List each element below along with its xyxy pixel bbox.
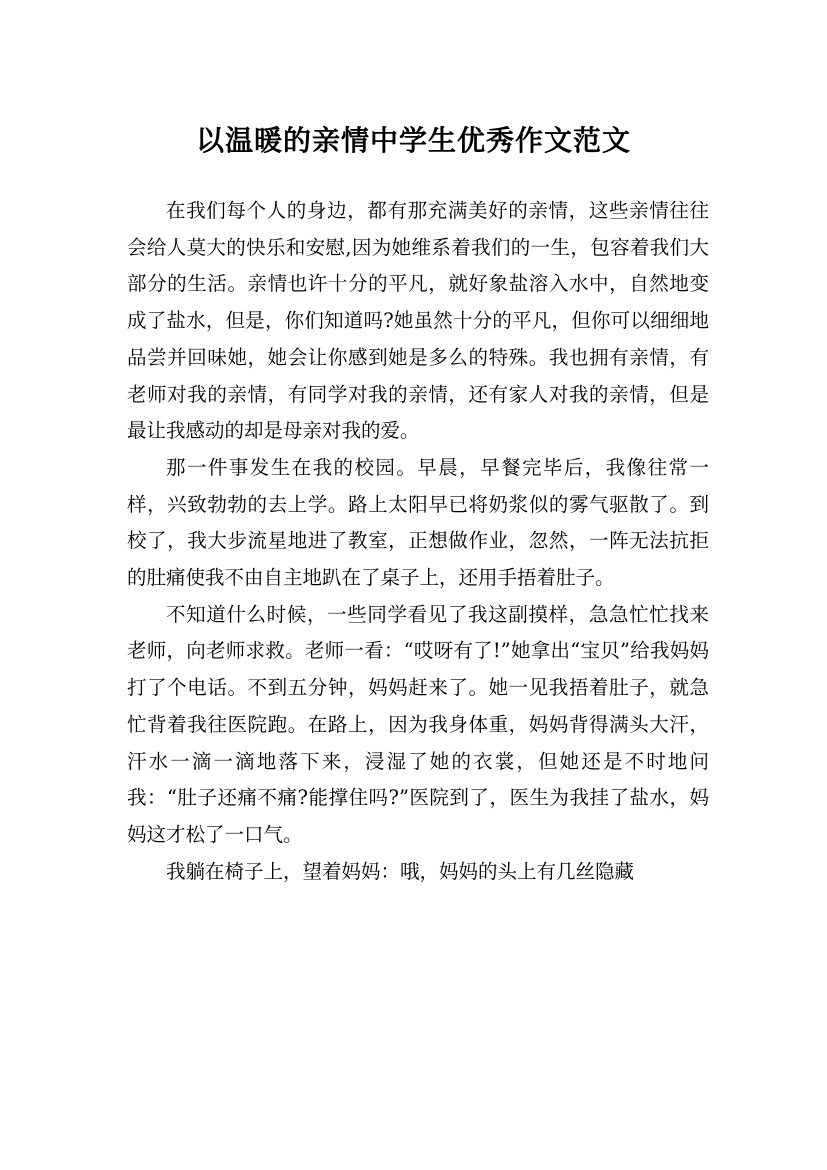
paragraph: 我躺在椅子上，望着妈妈：哦，妈妈的头上有几丝隐藏 xyxy=(166,859,635,883)
document-body xyxy=(127,193,709,890)
document-title: 以温暖的亲情中学生优秀作文范文 xyxy=(195,123,631,157)
paragraph: 不知道什么时候，一些同学看见了我这副摸样，急急忙忙找来老师，向老师求救。老师一看：“哎呀有了!”她拿出“宝贝”给我妈妈打了个电话。不到五分钟，妈妈赶来了。她一见我捂着肚子，就急忙背着我往医院跑。在路上，因为我身体重，妈妈背得满头大汗，汗水一滴一滴地落下来，浸湿了她的衣裳，但她还是不时地问我：“肚子还痛不痛?能撑住吗?”医院到了，医生为我挂了盐水，妈妈这才松了一口气。 xyxy=(127,602,709,846)
paragraph: 在我们每个人的身边，都有那充满美好的亲情，这些亲情往往会给人莫大的快乐和安慰,因为她维系着我们的一生，包容着我们大部分的生活。亲情也许十分的平凡，就好象盐溶入水中，自然地变成了盐水，但是，你们知道吗?她虽然十分的平凡，但你可以细细地品尝并回味她，她会让你感到她是多么的特殊。我也拥有亲情，有老师对我的亲情，有同学对我的亲情，还有家人对我的亲情，但是最让我感动的却是母亲对我的爱。 xyxy=(127,199,709,443)
paragraph: 那一件事发生在我的校园。早晨，早餐完毕后，我像往常一样，兴致勃勃的去上学。路上太阳早已将奶浆似的雾气驱散了。到校了，我大步流星地进了教室，正想做作业，忽然，一阵无法抗拒的肚痛使我不由自主地趴在了桌子上，还用手捂着肚子。 xyxy=(127,455,709,590)
